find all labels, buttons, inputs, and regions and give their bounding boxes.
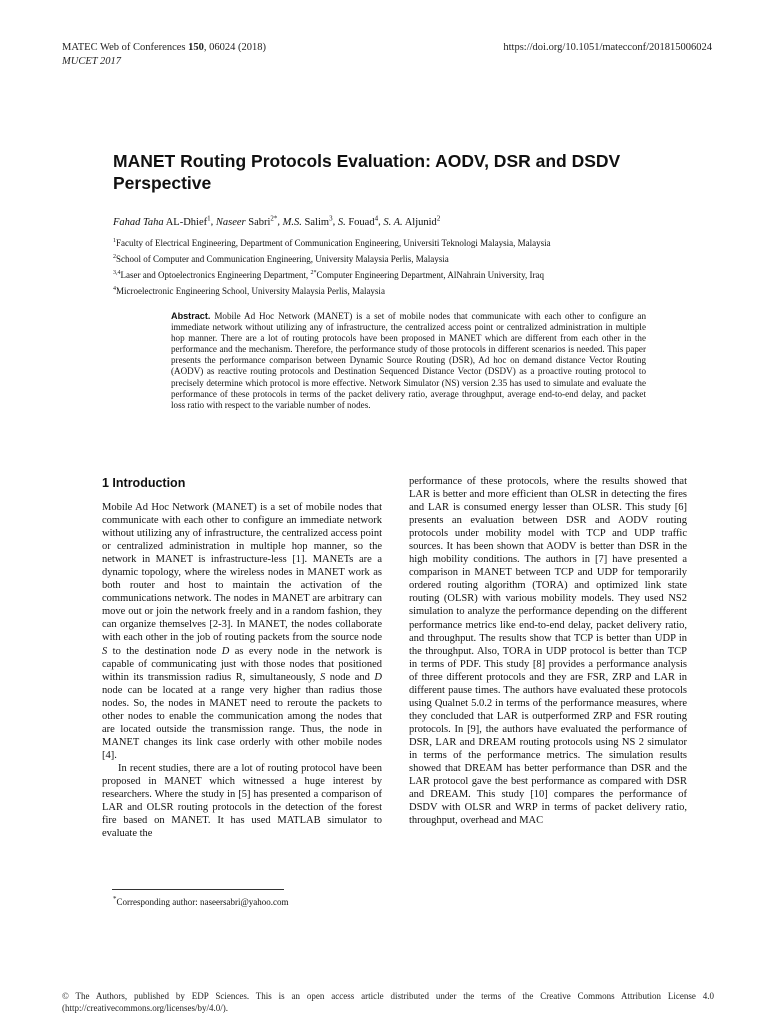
abstract: [171, 311, 646, 411]
author-surname: AL-Dhief: [163, 216, 208, 228]
author-surname: Salim: [301, 216, 330, 228]
author: [215, 214, 278, 228]
paper-title: MANET Routing Protocols Evaluation: AODV, DSR and DSDV Perspective: [113, 151, 621, 193]
body-column-left: [102, 501, 382, 840]
author: [337, 214, 379, 228]
affiliation-text: Laser and Optoelectronics Engineering Department,: [120, 270, 311, 280]
body-column-right: [409, 475, 687, 827]
affiliation: [113, 250, 551, 266]
paragraph: In recent studies, there are a lot of routing protocol have been proposed in MANET which witnessed a huge interest by researchers. Where the study in [5] has presented a comparison of LAR and OLSR routing protocols in the detection of the forest fire based on MANET. It has used MATLAB simulator to evaluate the: [102, 762, 382, 840]
affiliation-list: [113, 234, 551, 298]
affiliation-text: Faculty of Electrical Engineering, Department of Communication Engineering, Universiti Teknologi Malaysia, Malaysia: [116, 238, 551, 248]
node-variable: S: [319, 671, 326, 683]
author-affiliation-mark: 2: [436, 214, 441, 222]
footnote-rule: [112, 889, 284, 890]
author-affiliation-mark: 2*: [270, 214, 278, 222]
journal-citation: [62, 41, 266, 55]
affiliation-text: School of Computer and Communication Engineering, University Malaysia Perlis, Malaysia: [116, 254, 449, 264]
abstract-label: Abstract.: [171, 311, 211, 321]
affiliation-text: Microelectronic Engineering School, University Malaysia Perlis, Malaysia: [116, 286, 385, 296]
abstract-text: Mobile Ad Hoc Network (MANET) is a set of mobile nodes that communicate with each other to configure an immediate network without utilizing any of infrastructure, the centralized access point or centralized administration in multiple hop manner. There are a lot of routing protocols have been proposed in MANET which are different from each other in the performance and the mechanism. Therefore, the performance study of those protocols in different scenarios is needed. This paper presents the performance comparison between Dynamic Source Routing (DSR), Ad hoc on demand distance Vector Routing (AODV) as reactive routing protocols and Destination Sequenced Distance Vector (DSDV) as a proactive routing protocol to precisely determine which protocol is more effective. Network Simulator (NS) version 2.35 has used to simulate and evaluate the performance of these protocols in terms of the packet delivery ratio, average throughput, average end-to-end delay, and packet loss ratio with respect to the variable number of nodes.: [171, 311, 646, 410]
author-surname: Aljunid: [402, 216, 437, 228]
section-heading: 1 Introduction: [102, 476, 186, 490]
author-list: Fahad Taha AL-Dhief$^1$, Naseer Sabri$^{2*}$, M.S. Salim$^3$, S. Fouad$^4$, S. A. Aljunid$^2$: [113, 214, 441, 228]
node-variable: S: [102, 645, 108, 657]
footnote-text: Corresponding author: naseersabri@yahoo.com: [116, 897, 289, 907]
author-affiliation-mark: 3: [329, 214, 333, 222]
text-run: node can be located at a range very higher than radius those nodes. So, the nodes in MANET need to reroute the packets to other nodes to enable the communication among the nodes that are located outside the transmission range. Thus, the node in MANET changes its link case orderly with other mobile nodes [4].: [102, 684, 382, 761]
author-affiliation-mark: 1: [207, 214, 211, 222]
affiliation-mark: 1: [113, 238, 116, 244]
author-given-name: Fahad Taha: [113, 216, 164, 228]
node-variable: D: [221, 645, 230, 657]
footnote-mark: *: [113, 895, 117, 903]
article-number: , 06024 (2018): [203, 42, 266, 53]
volume-number: 150: [188, 42, 204, 53]
paragraph: performance of these protocols, where the results showed that LAR is better and more efficient than OLSR in detecting the fires and LAR is consumed energy lesser than OLSR. This study [6] presents an evaluation between DSR and AODV routing protocols under mobility model with TCP and UDP traffic sources. It has been shown that AODV is better than DSR in the high mobility conditions. The authors in [7] have presented a comparison in MANET between TCP and UDP for temporarily ordered routing algorithm (TORA) and optimized link state routing (OLSR) with various mobility models. They used NS2 simulation to analyze the performance depending on the different performance metrics like end-to-end delay, packet delivery ratio, and throughput. The results show that TCP is better than UDP in the throughput. Also, TORA in UDP protocol is better than TCP in terms of PDF. This study [8] provides a performance analysis of three different protocols and they are FSR, ZRP and LAR in different pause times. The authors have evaluated these protocols using Qualnet 5.0.2 in terms of the performance measures, where they concluded that LAR is outperformed ZRP and FSR routing protocols. In [9], the authors have evaluated the performance of DSR, LAR and DREAM routing protocols using NS 2 simulator in terms of the performance metrics. The simulation results showed that DREAM has better performance than DSR and the LAR protocol gave the best performance as compared with DSR and DREAM. This study [10] compares the performance of DSDV with OLSR and WRP in terms of packet delivery ratio, throughput, overhead and MAC: [409, 476, 687, 827]
text-run: Mobile Ad Hoc Network (MANET) is a set of mobile nodes that communicate with each other to configure an immediate network without utilizing any of infrastructure, the centralized access point or centralized administration in multiple hop manner, so the network in MANET is infrastructure-less [1]. MANETs are a dynamic topology, where the wireless nodes in MANET work as both router and host to maintain the activation of the communications network. The nodes in MANET are arbitrary can move out or join the network freely and in a random fashion, they can organize themselves [2-3]. In MANET, the nodes collaborate with each other in the job of routing packets from the source node: [102, 502, 382, 644]
paragraph: [102, 501, 382, 762]
text-run: as every node in the network is capable of communicating just with those nodes that positioned within its transmission radius R, simultaneously,: [102, 645, 382, 683]
affiliation: [113, 234, 551, 250]
affiliation-text: Computer Engineering Department, AlNahrain University, Iraq: [316, 270, 545, 280]
node-variable: D: [374, 671, 382, 683]
footnote: [113, 895, 289, 907]
author-surname: Fouad: [345, 216, 375, 228]
affiliation-mark: 4: [113, 286, 116, 292]
author: [113, 214, 211, 228]
author-surname: Sabri: [245, 216, 271, 228]
venue-name: MATEC Web of Conferences: [62, 42, 189, 53]
running-header-left: [62, 41, 266, 69]
license-footer: © The Authors, published by EDP Sciences. This is an open access article distributed under the terms of the Creative Commons Attribution License 4.0 (http://creativecommons.org/licenses/by/4.0/).: [62, 991, 714, 1013]
affiliation-mark: 2: [113, 254, 116, 260]
author-affiliation-mark: 4: [374, 214, 379, 222]
text-run: node and: [325, 671, 375, 683]
doi-link[interactable]: https://doi.org/10.1051/matecconf/201815006024: [503, 42, 712, 53]
affiliation-mark: 2*: [310, 270, 317, 276]
author-given-name: S. A.: [383, 216, 403, 228]
author-given-name: M.S.: [282, 216, 302, 228]
text-run: to the destination node: [107, 645, 222, 657]
conference-name: MUCET 2017: [62, 56, 122, 67]
affiliation: [113, 266, 551, 282]
affiliation: [113, 282, 551, 298]
author: [282, 214, 333, 228]
author-given-name: Naseer: [215, 216, 246, 228]
author-given-name: S.: [337, 216, 346, 228]
author: [383, 214, 441, 228]
affiliation-mark: 3,4: [113, 270, 121, 276]
